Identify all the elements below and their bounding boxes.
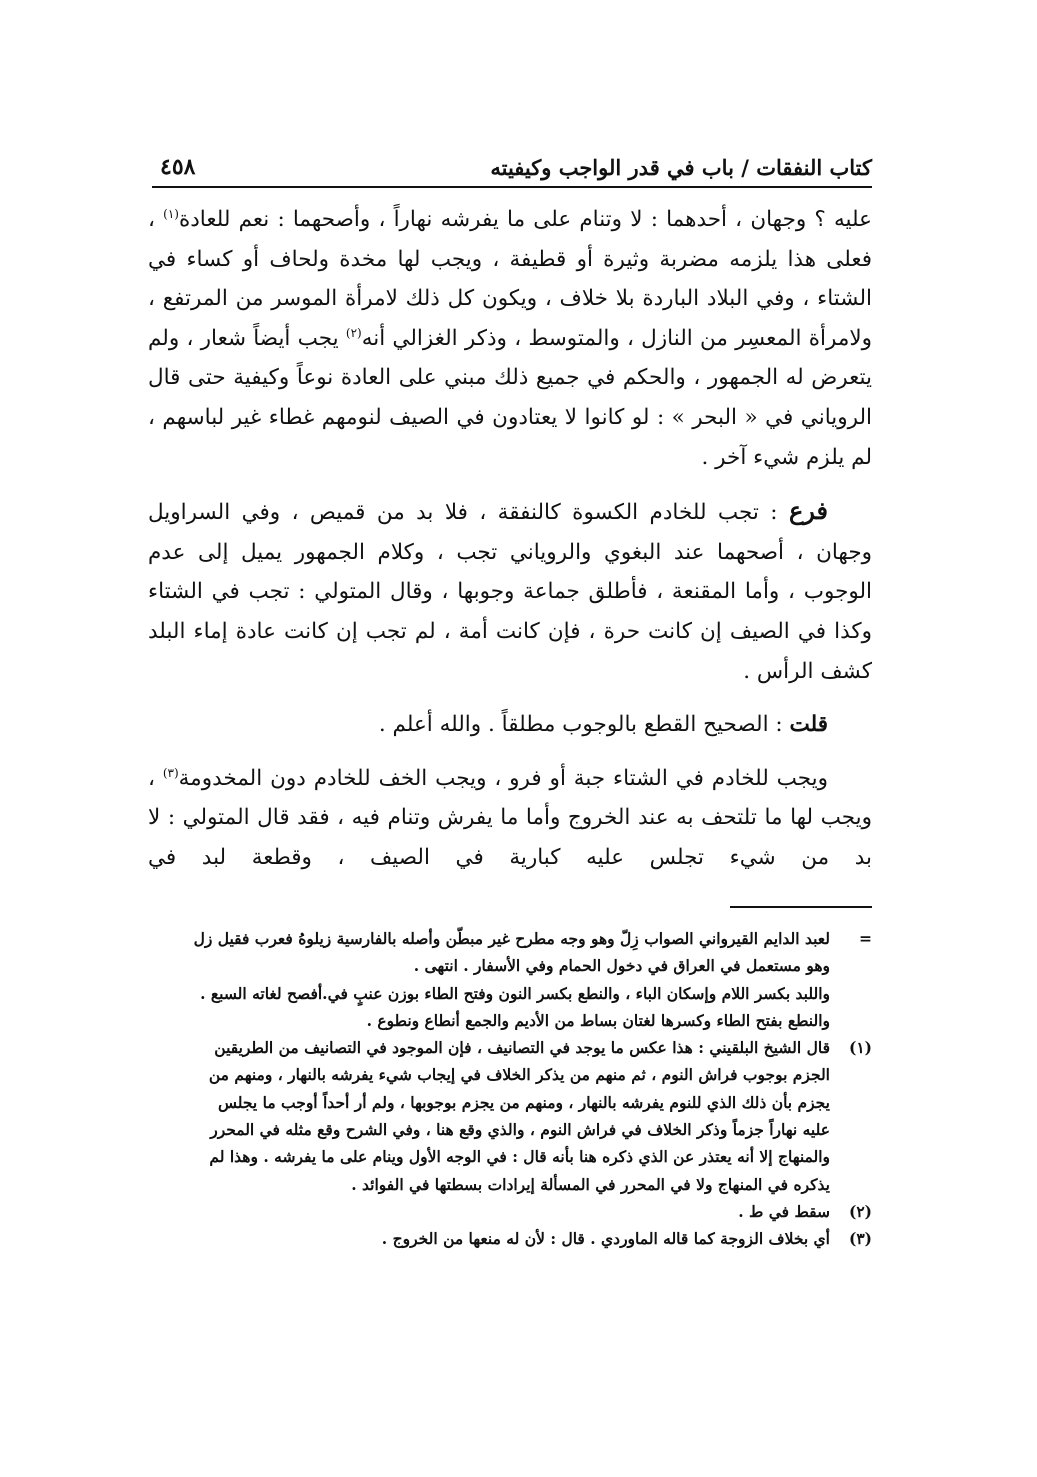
footnote-2 — [148, 1198, 872, 1225]
footnote-continued-marker: = — [859, 929, 872, 948]
footnote-ref-2: (٢) — [345, 325, 362, 340]
paragraph-4 — [148, 759, 872, 878]
paragraph-1-part-c: يجب أيضاً شعار ، ولم يتعرض له الجمهور ، والحكم في جميع ذلك مبني على العادة نوعاً وكيفية حتى قال الروياني في « البحر » : لو كانوا لا يعتادون في الصيف لنومهم غطاء غير لباسهم ، لم يلزم شيء آخر . — [148, 325, 872, 470]
footnote-ref-1: (١) — [163, 206, 179, 221]
page-number: ٤٥٨ — [160, 154, 196, 180]
footnote-3-text: أي بخلاف الزوجة كما قاله الماوردي . قال : لأن له منعها من الخروج . — [381, 1229, 830, 1249]
paragraph-3-text: : الصحيح القطع بالوجوب مطلقاً . والله أعلم . — [378, 712, 790, 738]
footnote-1-marker: (١) — [848, 1038, 872, 1058]
footnotes — [148, 925, 872, 1253]
paragraph-2-lead: فرع — [788, 496, 828, 526]
paragraph-4-part-a: ويجب للخادم في الشتاء جبة أو فرو ، ويجب الخف للخادم دون المخدومة — [178, 765, 829, 791]
paragraph-2 — [148, 491, 872, 691]
footnote-line: والنطع بفتح الطاء وكسرها لغتان بساط من الأديم والجمع أنطاع ونطوع . — [366, 1010, 830, 1030]
footnote-2-marker: (٢) — [848, 1201, 872, 1221]
footnote-line: يجزم بأن ذلك الذي للنوم يفرشه بالنهار ، ومنهم من يجزم بوجوبها ، ولم أر أحداً أوجب ما يجلس — [217, 1092, 830, 1112]
footnote-line: لعبد الدايم القيرواني الصواب زِلّ وهو وجه مطرح غير مبطّن وأصله بالفارسية زيلوهُ فعرب فقيل زل — [193, 929, 830, 948]
footnote-line: يذكره في المنهاج ولا في المحرر في المسألة إيرادات بسطتها في الفوائد . — [351, 1174, 830, 1194]
footnote-line: عليه نهاراً جزماً وذكر الخلاف في فراش النوم ، والذي وقع هنا ، وفي الشرح وقع مثله في المحرر — [210, 1120, 830, 1140]
footnote-line: واللبد بكسر اللام وإسكان الباء ، والنطع بكسر النون وفتح الطاء بوزن عنبٍ في.أفصح لغاته السبع . — [200, 983, 830, 1003]
paragraph-1-part-a: عليه ؟ وجهان ، أحدهما : لا وتنام على ما يفرشه نهاراً ، وأصحهما : نعم للعادة — [178, 207, 872, 232]
footnote-3 — [148, 1225, 872, 1252]
paragraph-4-part-b: ، ويجب لها ما تلتحف به عند الخروج وأما ما يفرش وتنام فيه ، فقد قال المتولي : لا بد من شيء تجلس عليه كبارية في الصيف ، وقطعة لبد في — [148, 765, 872, 870]
footnote-line: الجزم بوجوب فراش النوم ، ثم منهم من يذكر الخلاف في إيجاب شيء يفرشه بالنهار ، ومنهم من — [208, 1065, 830, 1085]
paragraph-3-lead: قلت — [789, 712, 828, 738]
footnote-ref-3: (٣) — [162, 765, 179, 780]
footnote-1 — [148, 1034, 872, 1198]
footnote-3-marker: (٣) — [848, 1229, 872, 1249]
paragraph-3 — [148, 705, 872, 745]
running-title: كتاب النفقات / باب في قدر الواجب وكيفيته — [490, 155, 872, 180]
footnote-2-text: سقط في ط . — [738, 1201, 830, 1221]
footnote-line: قال الشيخ البلقيني : هذا عكس ما يوجد في التصانيف ، فإن الموجود في التصانيف من الطريقين — [214, 1038, 830, 1058]
footnote-line: وهو مستعمل في العراق في دخول الحمام وفي الأسفار . انتهى . — [413, 956, 830, 976]
header-rule — [152, 186, 872, 188]
paragraph-1 — [148, 200, 872, 477]
page-header — [152, 140, 872, 180]
footnote-continued — [148, 925, 872, 1034]
paragraph-1-part-b: ، فعلى هذا يلزمه مضربة وثيرة أو قطيفة ، ويجب لها مخدة ولحاف أو كساء في الشتاء ، وفي البلاد الباردة بلا خلاف ، ويكون كل ذلك لامرأة الموسر من المرتفع ، ولامرأة المعسِر من النازل ، والمتوسط ، وذكر الغزالي أنه — [148, 207, 872, 351]
main-text — [148, 200, 872, 878]
footnote-separator — [730, 906, 872, 908]
footnote-line: والمنهاج إلا أنه يعتذر عن الذي ذكره هنا بأنه قال : في الوجه الأول وينام على ما يفرشه . وهذا لم — [209, 1147, 830, 1167]
paragraph-2-text: : تجب للخادم الكسوة كالنفقة ، فلا بد من قميص ، وفي السراويل وجهان ، أصحهما عند البغوي والروياني تجب ، وكلام الجمهور يميل إلى عدم الوجوب ، وأما المقنعة ، فأطلق جماعة وجوبها ، وقال المتولي : تجب في الشتاء وكذا في الصيف إن كانت حرة ، فإن كانت أمة ، لم تجب إن كانت عادة إماء البلد كشف الرأس . — [148, 500, 872, 684]
